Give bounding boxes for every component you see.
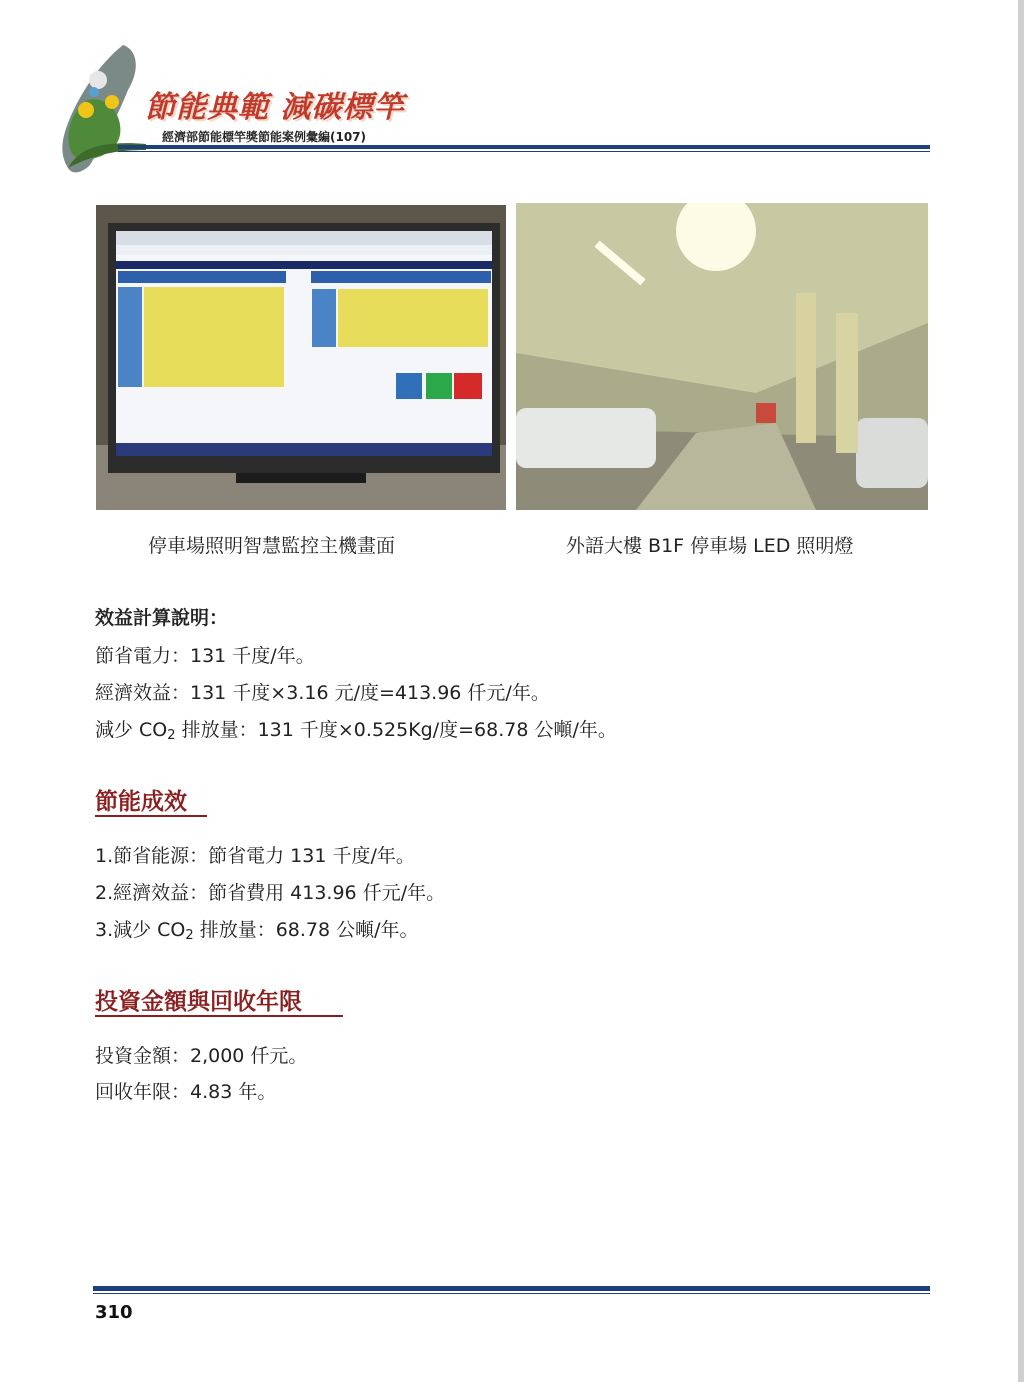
- header-rule-thin: [118, 151, 930, 152]
- header-rule: [118, 145, 930, 149]
- benefit-line-power: 節省電力：131 千度/年。: [95, 645, 315, 667]
- left-photo-caption: 停車場照明智慧監控主機畫面: [148, 535, 396, 557]
- page-number: 310: [95, 1302, 133, 1323]
- results-item-energy: 1.節省能源：節省電力 131 千度/年。: [95, 845, 415, 867]
- page-edge: [1018, 0, 1024, 1382]
- header-subtitle: 經濟部節能標竿獎節能案例彙編(107): [162, 130, 367, 144]
- investment-amount: 投資金額：2,000 仟元。: [95, 1045, 308, 1067]
- benefit-heading: 效益計算說明：: [95, 607, 229, 629]
- footer-rule-thin: [93, 1293, 930, 1294]
- investment-payback: 回收年限：4.83 年。: [95, 1081, 277, 1103]
- results-heading-underline: [95, 815, 207, 817]
- results-heading: 節能成效: [95, 789, 187, 815]
- benefit-line-co2: 減少 $CO_2$ 排放量：131 千度×0.525Kg/度=68.78 公噸/年。: [95, 719, 617, 743]
- right-photo-caption: 外語大樓 B1F 停車場 LED 照明燈: [566, 535, 854, 557]
- benefit-line-economic: 經濟效益：131 千度×3.16 元/度=413.96 仟元/年。: [95, 682, 550, 704]
- footer-rule: [93, 1286, 930, 1291]
- parking-garage-photo: [516, 203, 928, 510]
- investment-heading-underline: [95, 1015, 343, 1017]
- monitoring-screen-photo: [96, 205, 506, 510]
- results-item-co2: 3.減少 $CO_2$ 排放量：68.78 公噸/年。: [95, 919, 419, 943]
- investment-heading: 投資金額與回收年限: [95, 989, 302, 1015]
- header-title: 節能典範 減碳標竿: [145, 90, 405, 125]
- results-item-economic: 2.經濟效益：節省費用 413.96 仟元/年。: [95, 882, 446, 904]
- taiwan-logo-icon: [28, 40, 158, 180]
